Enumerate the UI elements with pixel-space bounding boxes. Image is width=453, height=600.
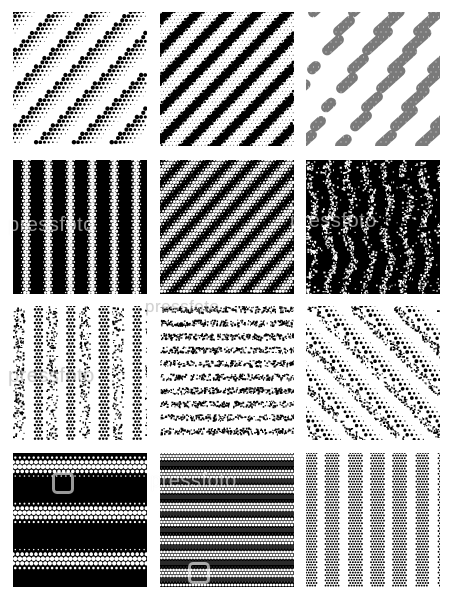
pattern-tile-8 — [160, 306, 294, 440]
pattern-tile-10 — [13, 453, 147, 587]
watermark-text: pressfoto — [290, 210, 377, 232]
pattern-tile-12 — [306, 453, 440, 587]
pattern-tile-3 — [306, 12, 440, 146]
watermark-text: pressfoto — [8, 214, 95, 236]
pattern-tile-5 — [160, 160, 294, 294]
watermark-text: pressfoto — [145, 297, 220, 316]
pattern-tile-11 — [160, 453, 294, 587]
watermark-logo-icon — [52, 472, 74, 494]
pattern-tile-2 — [160, 12, 294, 146]
pattern-tile-6 — [306, 160, 440, 294]
watermark-text: pressfoto — [8, 365, 95, 387]
pattern-tile-7 — [13, 306, 147, 440]
pattern-tile-9 — [306, 306, 440, 440]
watermark-text: pressfoto — [150, 470, 237, 492]
pattern-tile-1 — [13, 12, 147, 146]
pattern-tile-4 — [13, 160, 147, 294]
watermark-logo-icon — [188, 562, 210, 584]
